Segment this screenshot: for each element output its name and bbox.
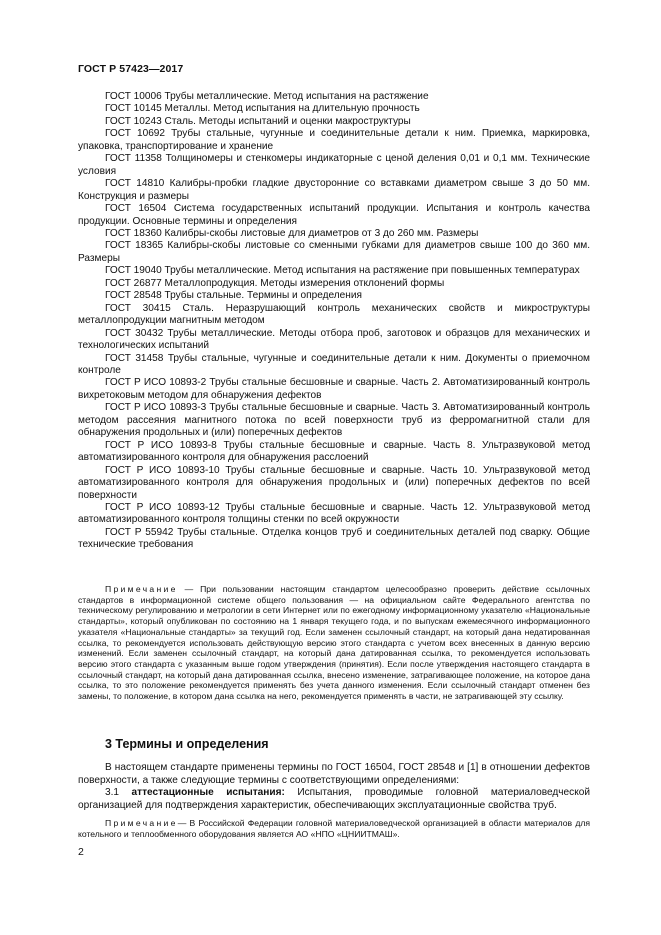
reference-item: ГОСТ Р ИСО 10893-2 Трубы стальные бесшовные и сварные. Часть 2. Автоматизированный контроль вихретоковым методом для обнаружения дефектов [78, 377, 590, 401]
page-number: 2 [78, 846, 84, 858]
term-definition: Испытания, проводимые головной материаловедческой организацией для подтверждения характеристик, обеспечивающих эксплуатационные свойства труб. [78, 787, 590, 811]
reference-item: ГОСТ Р 55942 Трубы стальные. Отделка концов труб и соединительных деталей под сварку. Общие технические требования [78, 526, 590, 551]
note-paragraph [78, 818, 590, 839]
reference-item: ГОСТ 30415 Сталь. Неразрушающий контроль механических свойств и микроструктуры металлопродукции магнитным методом [78, 302, 590, 327]
reference-item: ГОСТ 16504 Система государственных испытаний продукции. Испытания и контроль качества продукции. Основные термины и определения [78, 203, 590, 227]
note-text: — При пользовании настоящим стандартом целесообразно проверить действие ссылочных стандартов в информационной системе общего пользования — на официальном сайте Федерального агентства по техническому регулированию и метрологии в сети Интернет или по ежегодному информационному указателю «Национальные стандарты», который опубликован по состоянию на 1 января текущего года, и по выпускам ежемесячного информационного указателя «Национальные стандарты» за текущий год. Если заменен ссылочный стандарт, на который дана недатированная ссылка, то рекомендуется использовать действующую версию этого стандарта с учетом всех внесенных в данную версию изменений. Если заменен ссылочный стандарт, на который дана датированная ссылка, то рекомендуется использовать версию этого стандарта с указанным выше годом утверждения (принятия). Если после утверждения настоящего стандарта в ссылочный стандарт, на который дана датированная ссылка, внесено изменение, затрагивающее положение, на которое дана ссылка, то это положение рекомендуется применять без учета данного изменения. Если ссылочный стандарт отменен без замены, то положение, в котором дана ссылка на него, рекомендуется применять в части, не затрагивающей эту ссылку. [78, 584, 590, 702]
reference-item: ГОСТ Р ИСО 10893-12 Трубы стальные бесшовные и сварные. Часть 12. Ультразвуковой метод автоматизированного контроля толщины стенки по всей окружности [78, 501, 590, 526]
reference-item: ГОСТ Р ИСО 10893-8 Трубы стальные бесшовные и сварные. Часть 8. Ультразвуковой метод автоматизированного контроля для обнаружения расслоений [78, 439, 590, 464]
reference-item: ГОСТ 31458 Трубы стальные, чугунные и соединительные детали к ним. Документы о приемочном контроле [78, 352, 590, 376]
section-title: 3 Термины и определения [105, 737, 269, 751]
reference-item: ГОСТ 26877 Металлопродукция. Методы измерения отклонений формы [105, 277, 445, 289]
reference-item: ГОСТ 30432 Трубы металлические. Методы отбора проб, заготовок и образцов для механических и технологических испытаний [78, 327, 590, 352]
section-body [78, 762, 590, 812]
reference-list [78, 91, 590, 552]
note-label: Примечание [105, 584, 178, 594]
reference-item: ГОСТ 28548 Трубы стальные. Термины и определения [105, 290, 362, 302]
note-text: — В Российской Федерации головной материаловедческой организацией в области материалов для котельного и теплообменного оборудования является АО «НПО «ЦНИИТМАШ». [78, 818, 590, 839]
reference-item: ГОСТ 11358 Толщиномеры и стенкомеры индикаторные с ценой деления 0,01 и 0,1 мм. Технические условия [78, 153, 590, 177]
term-definition-paragraph [78, 787, 590, 812]
reference-item: ГОСТ 10692 Трубы стальные, чугунные и соединительные детали к ним. Приемка, маркировка, упаковка, транспортирование и хранение [78, 128, 590, 152]
references-note [78, 584, 590, 702]
reference-item: ГОСТ 18360 Калибры-скобы листовые для диаметров от 3 до 260 мм. Размеры [105, 227, 479, 239]
reference-item: ГОСТ 10243 Сталь. Методы испытаний и оценки макроструктуры [105, 115, 411, 127]
reference-item: ГОСТ 18365 Калибры-скобы листовые со сменными губками для диаметров свыше 100 до 360 мм. Размеры [78, 240, 590, 264]
reference-item: ГОСТ 10006 Трубы металлические. Метод испытания на растяжение [105, 91, 429, 102]
note-label: Примечание [105, 818, 178, 828]
reference-item: ГОСТ 14810 Калибры-пробки гладкие двусторонние со вставками диаметром свыше 3 до 50 мм. Конструкция и размеры [78, 178, 590, 202]
reference-item: ГОСТ 19040 Трубы металлические. Метод испытания на растяжение при повышенных температурах [105, 265, 580, 277]
note-paragraph [78, 584, 590, 702]
reference-item: ГОСТ 10145 Металлы. Метод испытания на длительную прочность [105, 103, 420, 115]
section-intro: В настоящем стандарте применены термины по ГОСТ 16504, ГОСТ 28548 и [1] в отношении дефектов поверхности, а также следующие термины с соответствующими определениями: [78, 762, 590, 786]
term-name: аттестационные испытания: [131, 787, 285, 799]
reference-item: ГОСТ Р ИСО 10893-3 Трубы стальные бесшовные и сварные. Часть 3. Автоматизированный контроль методом рассеяния магнитного потока по всей поверхности труб из ферромагнитной стали для обнаружения продольных и (или) поперечных дефектов [78, 402, 590, 439]
term-note [78, 818, 590, 839]
reference-item: ГОСТ Р ИСО 10893-10 Трубы стальные бесшовные и сварные. Часть 10. Ультразвуковой метод автоматизированного контроля для обнаружения продольных и (или) поперечных дефектов по всей поверхности [78, 464, 590, 501]
term-number: 3.1 [105, 787, 120, 799]
page-header: ГОСТ Р 57423—2017 [78, 63, 184, 75]
